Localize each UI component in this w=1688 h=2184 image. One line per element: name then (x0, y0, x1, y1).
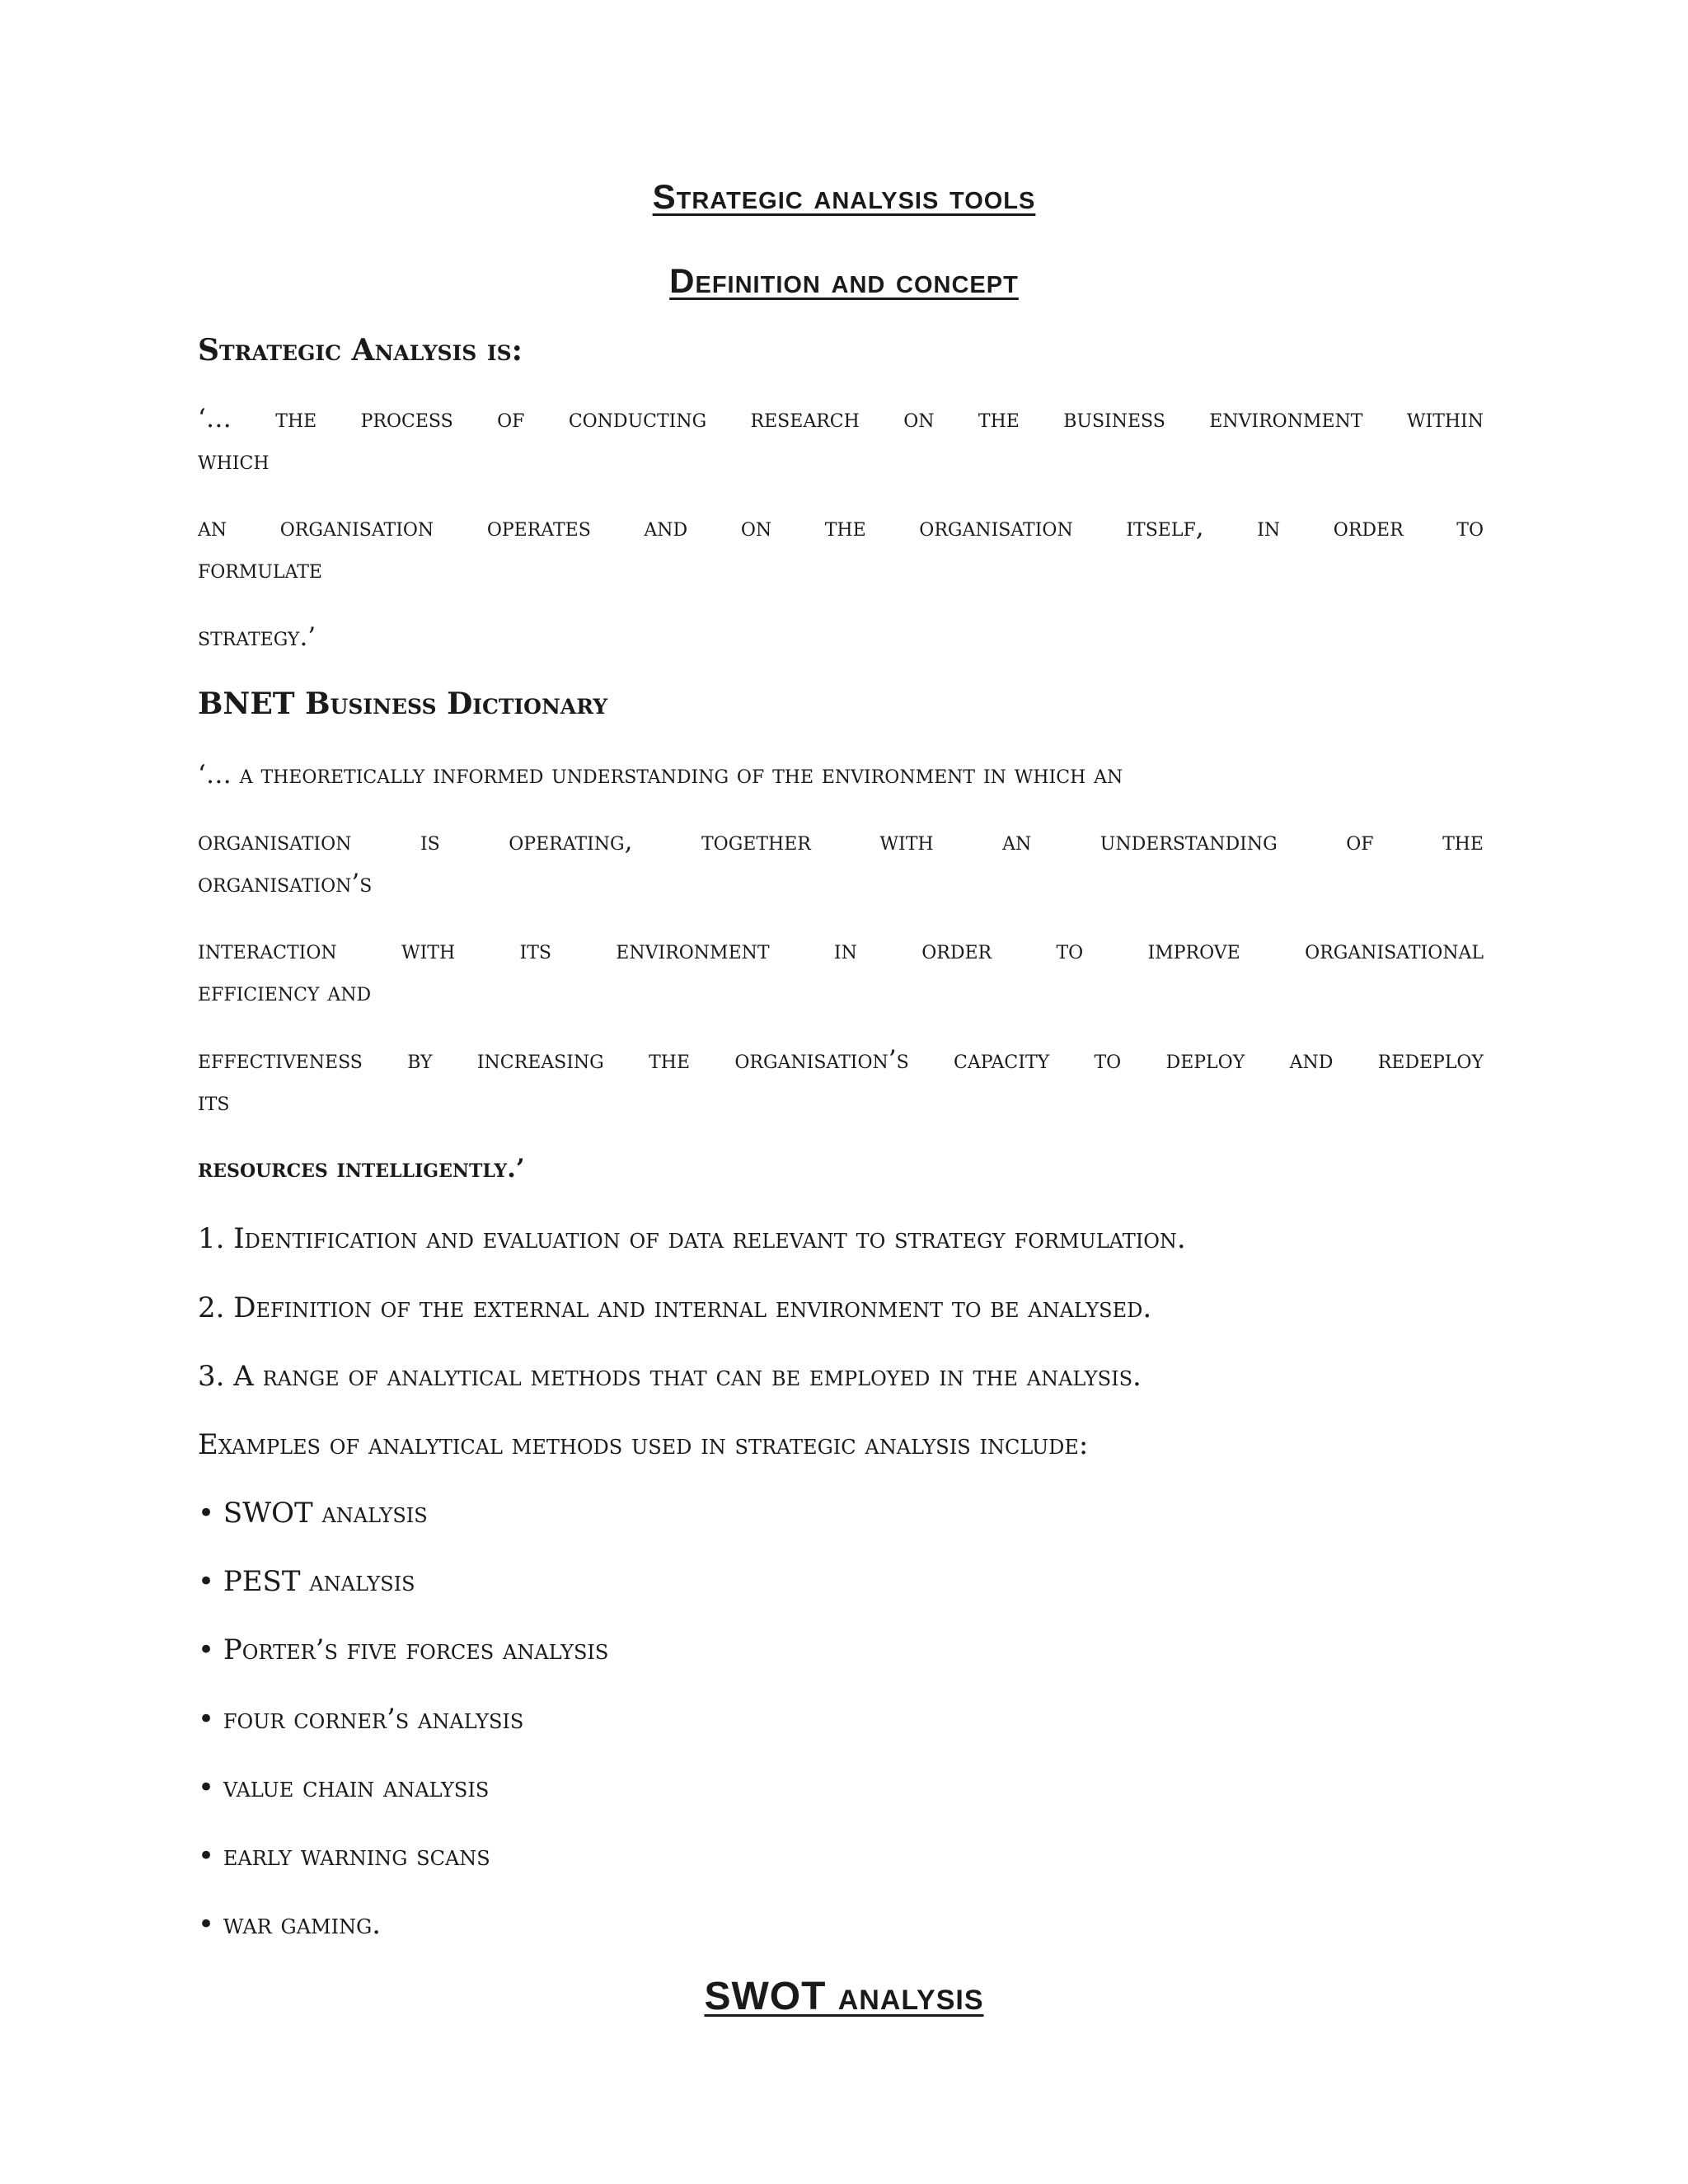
list-item: • PEST analysis (198, 1565, 415, 1598)
source-label: BNET Business Dictionary (198, 687, 608, 721)
quote2-line4: effectiveness by increasing the organisation’s capacity to deploy and redeploy (198, 1045, 1484, 1075)
point-2: 2. Definition of the external and internal environment to be analysed. (198, 1291, 1152, 1324)
quote1-line2: an organisation operates and on the organisation itself, in order to (198, 513, 1484, 542)
quote2-line3: interaction with its environment in order to improve organisational (198, 935, 1484, 965)
quote2-line2: organisation is operating, together with an understanding of the (198, 827, 1484, 856)
point-3: 3. A range of analytical methods that can be employed in the analysis. (198, 1360, 1142, 1393)
point-1: 1. Identification and evaluation of data relevant to strategy formulation. (198, 1222, 1186, 1255)
section-heading-definition: Definition and concept (669, 261, 1019, 300)
list-item: • four corner’s analysis (198, 1703, 524, 1736)
intro-label: Strategic Analysis is: (198, 333, 523, 368)
page-title: Strategic analysis tools (652, 177, 1036, 216)
quote2-line1: ‘… a theoretically informed understanding of the environment in which an (198, 760, 1123, 790)
quote2-line2-wrap: organisation’s (198, 869, 373, 898)
list-item: • value chain analysis (198, 1771, 490, 1804)
quote2-line4-wrap: its (198, 1087, 230, 1117)
list-item: • Porter’s five forces analysis (198, 1633, 609, 1666)
examples-intro: Examples of analytical methods used in strategic analysis include: (198, 1428, 1089, 1461)
quote1-line1-wrap: which (198, 446, 270, 476)
list-item: • SWOT analysis (198, 1497, 428, 1530)
quote2-line5: resources intelligently.’ (198, 1154, 525, 1183)
list-item: • war gaming. (198, 1908, 382, 1941)
list-item: • early warning scans (198, 1840, 490, 1872)
quote1-line2-wrap: formulate (198, 555, 322, 584)
quote1-line3: strategy.’ (198, 622, 316, 652)
section-heading-swot: SWOT analysis (704, 1975, 984, 2018)
quote2-line3-wrap: efficiency and (198, 977, 372, 1007)
quote1-line1: ‘… the process of conducting research on the business environment within (198, 404, 1484, 434)
